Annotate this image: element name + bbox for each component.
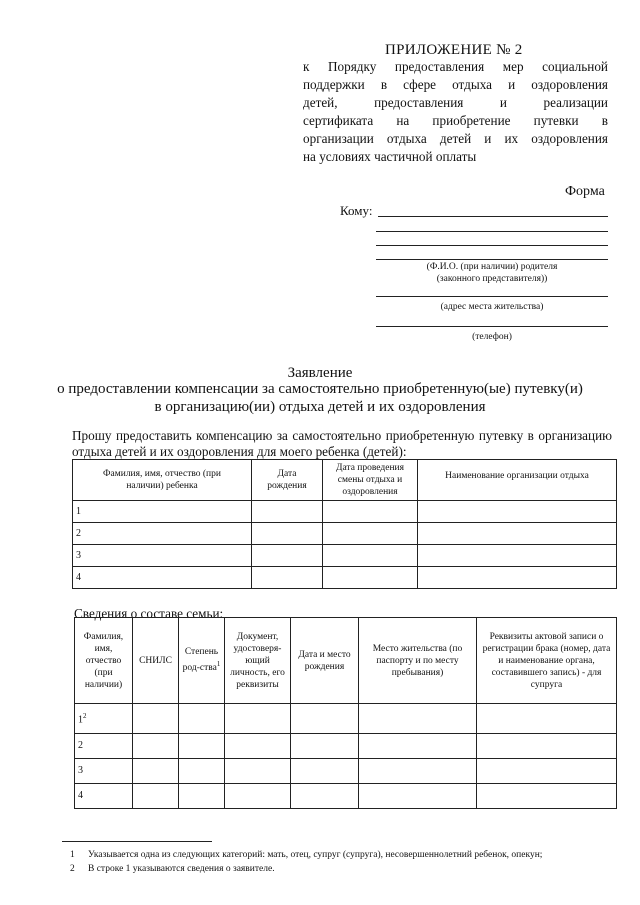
table-cell[interactable] — [225, 704, 291, 734]
row-number: 4 — [73, 567, 252, 589]
table-cell[interactable] — [133, 759, 179, 784]
organization-header: Наименование организации отдыха — [418, 460, 617, 501]
table-cell[interactable] — [418, 501, 617, 523]
statement-subtitle-2: в организацию(ии) отдыха детей и их оздоровления — [154, 399, 486, 415]
name-caption-2: (законного представителя)) — [436, 274, 548, 284]
footnote-text: В строке 1 указываются сведения о заявителе. — [88, 864, 275, 874]
row-number: 2 — [75, 734, 133, 759]
footnote-number: 1 — [70, 850, 75, 860]
table-cell[interactable] — [418, 567, 617, 589]
table-row — [75, 704, 617, 734]
table-cell[interactable] — [323, 545, 418, 567]
row-number: 4 — [75, 784, 133, 809]
table-cell[interactable] — [291, 784, 359, 809]
request-text — [72, 428, 612, 460]
table-cell[interactable] — [225, 734, 291, 759]
family-name-header: Фамилия, имя, отчество (при наличии) — [75, 618, 133, 704]
birth-date-header: Дата рождения — [252, 460, 323, 501]
form-label: Форма — [565, 184, 605, 199]
row-number: 3 — [75, 759, 133, 784]
shift-date-header: Дата проведения смены отдыха и оздоровления — [323, 460, 418, 501]
appendix-text — [303, 58, 608, 166]
table-cell[interactable] — [477, 734, 617, 759]
table-cell[interactable] — [252, 545, 323, 567]
residence-header: Место жительства (по паспорту и по месту пребывания) — [359, 618, 477, 704]
table-cell[interactable] — [225, 759, 291, 784]
id-document-header: Документ, удостоверя-ющий личность, его реквизиты — [225, 618, 291, 704]
table-cell[interactable] — [179, 704, 225, 734]
to-label: Кому: — [340, 203, 373, 218]
table-row — [75, 759, 617, 784]
table-row — [73, 501, 617, 523]
family-header-row — [75, 618, 617, 704]
table-cell[interactable] — [477, 704, 617, 734]
table-cell[interactable] — [225, 784, 291, 809]
footnote-number: 2 — [70, 864, 75, 874]
table-row — [75, 734, 617, 759]
table-cell[interactable] — [179, 784, 225, 809]
appendix-line: организации отдыха детей и их оздоровления — [303, 131, 608, 146]
table-cell[interactable] — [418, 545, 617, 567]
footnote-text: Указывается одна из следующих категорий: мать, отец, супруг (супруга), несовершеннолетний ребенок, опекун; — [88, 850, 543, 860]
table-cell[interactable] — [252, 523, 323, 545]
table-cell[interactable] — [291, 734, 359, 759]
applicant-footnote-mark: 2 — [83, 712, 87, 721]
row-number-text: 1 — [78, 714, 83, 726]
table-cell[interactable] — [359, 704, 477, 734]
family-section-label: Сведения о составе семьи: — [74, 606, 224, 621]
table-cell[interactable] — [323, 567, 418, 589]
kinship-header-text: Степень род-ства — [182, 647, 219, 674]
appendix-line: на условиях частичной оплаты — [303, 149, 477, 164]
children-header-row — [73, 460, 617, 501]
table-cell[interactable] — [179, 734, 225, 759]
table-cell[interactable] — [291, 759, 359, 784]
table-row — [75, 784, 617, 809]
kinship-footnote-mark: 1 — [216, 660, 221, 669]
appendix-line: поддержки в сфере отдыха и оздоровления — [303, 77, 608, 92]
kinship-header — [179, 618, 225, 704]
table-row — [73, 545, 617, 567]
table-cell[interactable] — [179, 759, 225, 784]
snils-header: СНИЛС — [133, 618, 179, 704]
table-cell[interactable] — [133, 704, 179, 734]
row-number: 3 — [73, 545, 252, 567]
table-cell[interactable] — [477, 759, 617, 784]
appendix-title: ПРИЛОЖЕНИЕ № 2 — [385, 42, 523, 58]
family-table — [74, 617, 617, 809]
table-cell[interactable] — [133, 784, 179, 809]
appendix-line: сертификата на приобретение путевки в — [303, 113, 608, 128]
table-cell[interactable] — [291, 704, 359, 734]
name-caption-1: (Ф.И.О. (при наличии) родителя — [426, 262, 558, 272]
statement-subtitle-1: о предоставлении компенсации за самостоятельно приобретенную(ые) путевку(и) — [57, 381, 583, 397]
address-line[interactable] — [376, 296, 608, 297]
table-cell[interactable] — [252, 567, 323, 589]
appendix-line: детей, предоставления и реализации — [303, 95, 608, 110]
table-cell[interactable] — [359, 734, 477, 759]
table-row — [73, 523, 617, 545]
table-cell[interactable] — [359, 784, 477, 809]
row-number: 2 — [73, 523, 252, 545]
to-name-line-3[interactable] — [376, 245, 608, 246]
footnote-2 — [70, 863, 275, 875]
row-number — [75, 704, 133, 734]
to-name-line-1[interactable] — [378, 216, 608, 217]
children-table — [72, 459, 617, 589]
child-name-header: Фамилия, имя, отчество (при наличии) ребенка — [73, 460, 252, 501]
footnote-1 — [70, 849, 542, 861]
request-line-2: отдыха детей и их оздоровления для моего ребенка (детей): — [72, 444, 407, 459]
address-caption: (адрес места жительства) — [440, 302, 544, 312]
table-cell[interactable] — [323, 501, 418, 523]
statement-title: Заявление — [287, 365, 353, 381]
table-cell[interactable] — [323, 523, 418, 545]
to-name-line-4[interactable] — [376, 259, 608, 260]
table-cell[interactable] — [418, 523, 617, 545]
phone-line[interactable] — [376, 326, 608, 327]
appendix-line: к Порядку предоставления мер социальной — [303, 59, 608, 74]
row-number: 1 — [73, 501, 252, 523]
to-name-line-2[interactable] — [376, 231, 608, 232]
marriage-record-header: Реквизиты актовой записи о регистрации брака (номер, дата и наименование органа, составившего запись) - для супруга — [477, 618, 617, 704]
table-cell[interactable] — [133, 734, 179, 759]
request-line-1: Прошу предоставить компенсацию за самостоятельно приобретенную путевку в организацию — [72, 428, 612, 443]
birth-date-place-header: Дата и место рождения — [291, 618, 359, 704]
table-cell[interactable] — [477, 784, 617, 809]
table-cell[interactable] — [359, 759, 477, 784]
footnote-divider — [62, 841, 212, 842]
table-row — [73, 567, 617, 589]
table-cell[interactable] — [252, 501, 323, 523]
phone-caption: (телефон) — [472, 332, 512, 342]
